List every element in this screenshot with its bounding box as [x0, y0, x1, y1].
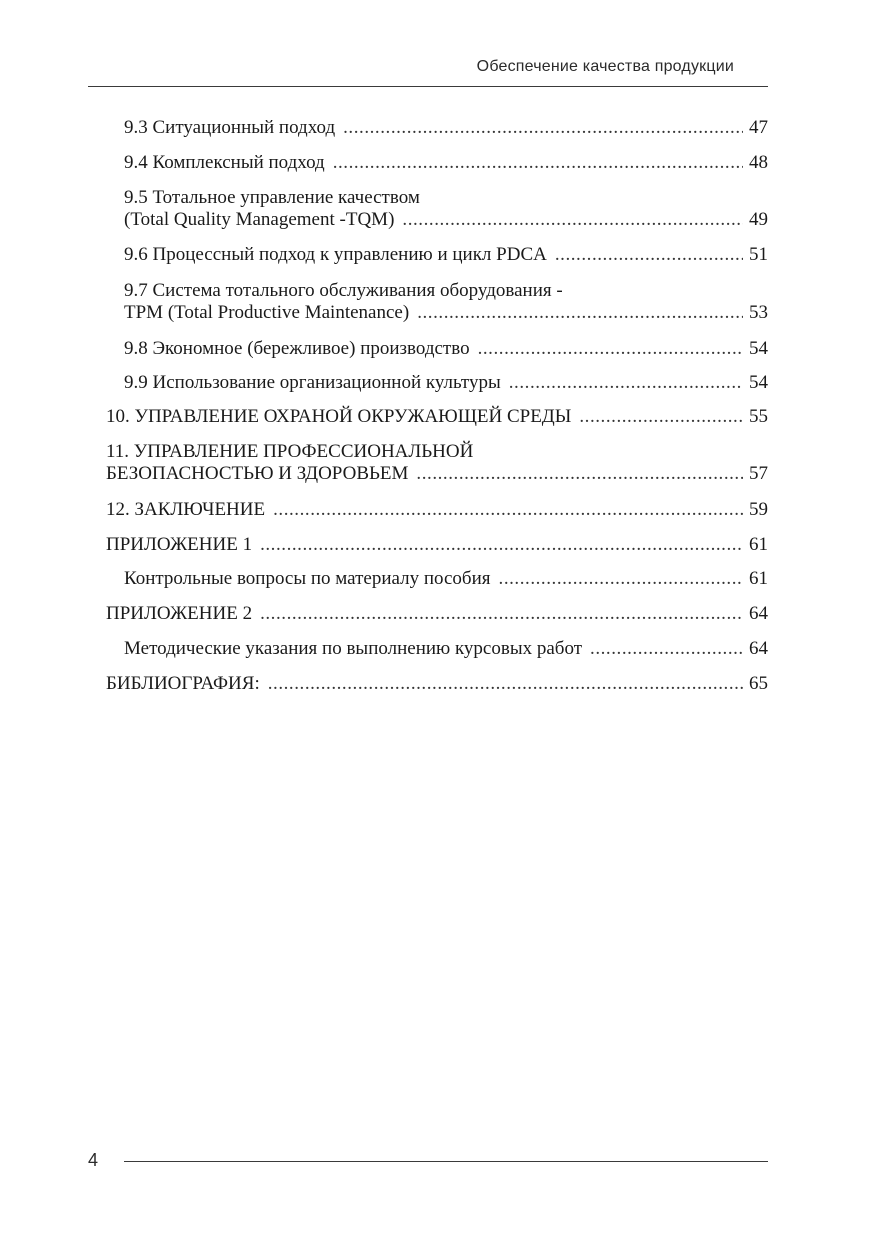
toc-entry-title: 12. ЗАКЛЮЧЕНИЕ — [106, 499, 266, 520]
toc-entry — [106, 603, 768, 625]
toc-entry-title: 9.3 Ситуационный подход — [124, 117, 336, 138]
toc-entry-page: 57 — [749, 463, 768, 484]
header-rule — [88, 86, 768, 87]
toc-entry-title-line1: 9.7 Система тотального обслуживания оборудования - — [124, 280, 563, 301]
running-header: Обеспечение качества продукции — [476, 58, 734, 75]
toc-entry-title: 9.6 Процессный подход к управлению и цикл PDCA — [124, 244, 547, 265]
dot-leader — [268, 673, 743, 695]
dot-leader — [509, 372, 743, 394]
toc-entry-title: ПРИЛОЖЕНИЕ 1 — [106, 534, 253, 555]
dot-leader — [273, 499, 743, 521]
toc-entry-page: 48 — [749, 152, 768, 173]
toc-entry-page: 61 — [749, 568, 768, 589]
toc-entry-title-line1: 11. УПРАВЛЕНИЕ ПРОФЕССИОНАЛЬНОЙ — [106, 441, 474, 462]
toc-entry-page: 65 — [749, 673, 768, 694]
toc-entry-page: 59 — [749, 499, 768, 520]
toc-entry-title: 9.4 Комплексный подход — [124, 152, 325, 173]
toc-entry-title: БИБЛИОГРАФИЯ: — [106, 673, 260, 694]
toc-entry-page: 47 — [749, 117, 768, 138]
dot-leader — [555, 244, 743, 266]
toc-entry-page: 54 — [749, 338, 768, 359]
toc-entry-page: 51 — [749, 244, 768, 265]
toc-entry-page: 61 — [749, 534, 768, 555]
dot-leader — [416, 463, 743, 485]
toc-entry — [124, 638, 768, 660]
dot-leader — [417, 302, 743, 324]
toc-entry-title: ПРИЛОЖЕНИЕ 2 — [106, 603, 253, 624]
toc-entry — [124, 244, 768, 266]
toc-entry-title: БЕЗОПАСНОСТЬЮ И ЗДОРОВЬЕМ — [106, 463, 409, 484]
toc-entry-page: 54 — [749, 372, 768, 393]
toc-entry-page: 49 — [749, 209, 768, 230]
toc-entry — [124, 338, 768, 360]
toc-entry-page: 53 — [749, 302, 768, 323]
toc-entry-title: TPM (Total Productive Maintenance) — [124, 302, 410, 323]
toc-entry-title: 10. УПРАВЛЕНИЕ ОХРАНОЙ ОКРУЖАЮЩЕЙ СРЕДЫ — [106, 406, 572, 427]
toc-entry — [124, 187, 768, 231]
toc-entry-title: Контрольные вопросы по материалу пособия — [124, 568, 491, 589]
toc-entry-page: 64 — [749, 638, 768, 659]
toc-entry-title: 9.8 Экономное (бережливое) производство — [124, 338, 470, 359]
dot-leader — [260, 603, 743, 625]
toc-entry-title: 9.9 Использование организационной культуры — [124, 372, 501, 393]
toc-entry-title-line1: 9.5 Тотальное управление качеством — [124, 187, 420, 208]
dot-leader — [402, 209, 743, 231]
page-number: 4 — [88, 1150, 99, 1170]
dot-leader — [343, 117, 743, 139]
toc-entry-page: 64 — [749, 603, 768, 624]
toc-entry-title: (Total Quality Management -TQM) — [124, 209, 395, 230]
toc-entry-title: Методические указания по выполнению курсовых работ — [124, 638, 583, 659]
toc-entry — [124, 568, 768, 590]
toc-entry — [124, 152, 768, 174]
toc-entry — [124, 280, 768, 324]
dot-leader — [260, 534, 743, 556]
toc-entry — [124, 372, 768, 394]
dot-leader — [333, 152, 743, 174]
toc-entry — [106, 406, 768, 428]
footer-rule — [124, 1161, 768, 1162]
toc-entry-page: 55 — [749, 406, 768, 427]
dot-leader — [478, 338, 743, 360]
toc-entry — [106, 534, 768, 556]
toc-entry — [124, 117, 768, 139]
dot-leader — [499, 568, 743, 590]
toc-entry — [106, 499, 768, 521]
dot-leader — [579, 406, 743, 428]
toc-entry — [106, 441, 768, 485]
dot-leader — [590, 638, 743, 660]
toc-entry — [106, 673, 768, 695]
